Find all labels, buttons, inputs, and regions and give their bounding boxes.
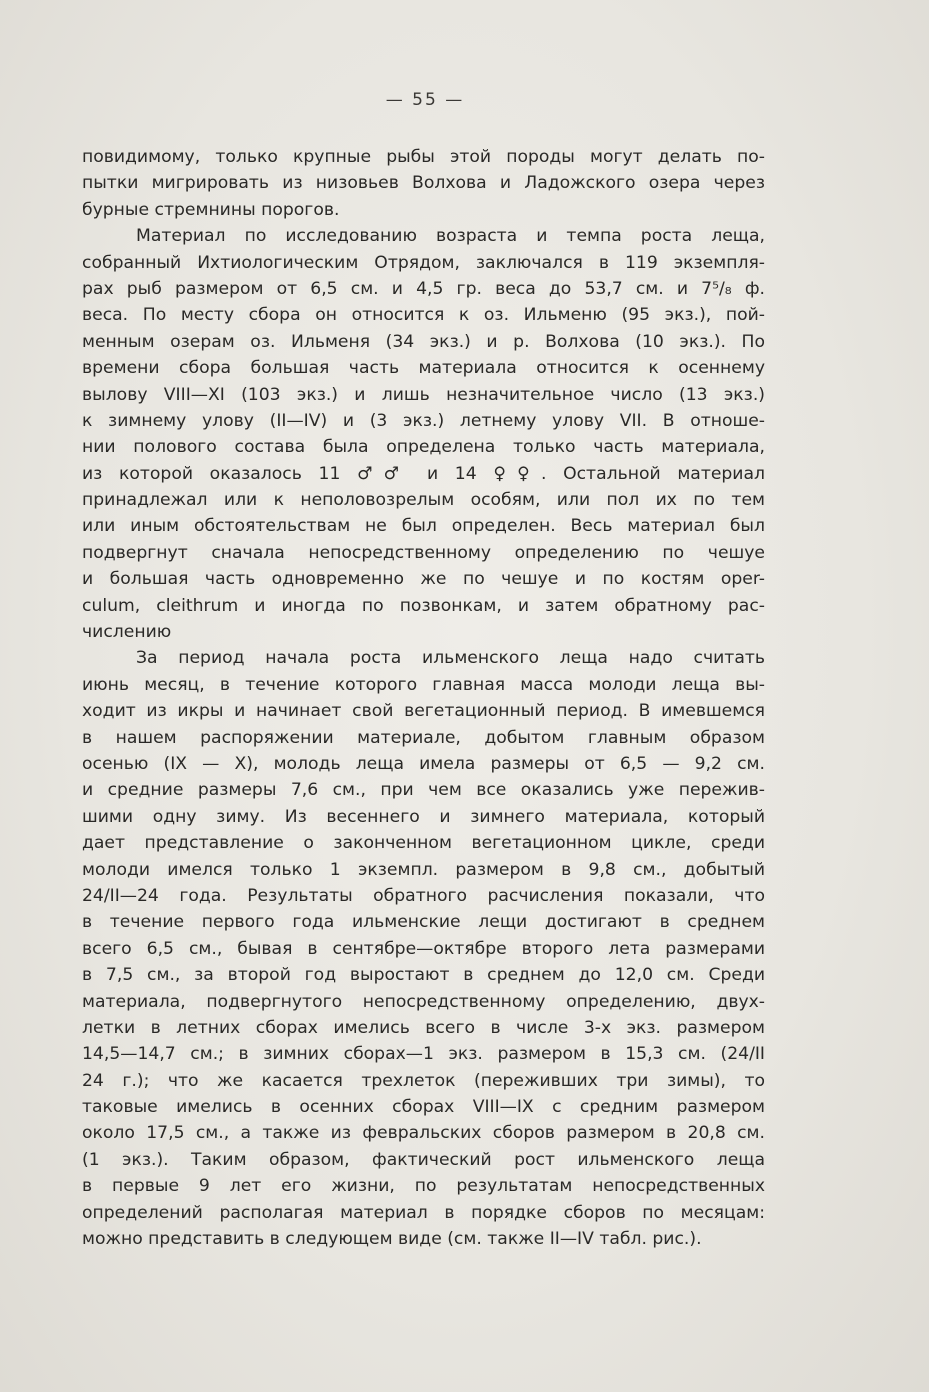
- text-line: рах рыб размером от 6,5 см. и 4,5 гр. веса до 53,7 см. и 7⁵/₈ ф.: [82, 278, 765, 299]
- text-line: шими одну зиму. Из весеннего и зимнего материала, который: [82, 806, 765, 827]
- text-line: можно представить в следующем виде (см. также II—IV табл. рис.).: [82, 1229, 702, 1250]
- text-line: вылову VIII—XI (103 экз.) и лишь незначительное число (13 экз.): [82, 384, 765, 405]
- text-line: (1 экз.). Таким образом, фактический рост ильменского леща: [82, 1149, 765, 1170]
- text-line: повидимому, только крупные рыбы этой породы могут делать по-: [82, 147, 765, 167]
- text-line: собранный Ихтиологическим Отрядом, заключался в 119 экземпля-: [82, 252, 765, 273]
- page-number: — 55 —: [385, 90, 465, 110]
- text-line: culum, cleithrum и иногда по позвонкам, и затем обратному рас-: [82, 595, 765, 616]
- text-line: За период начала роста ильменского леща надо считать: [136, 648, 765, 669]
- text-line: дает представление о законченном вегетационном цикле, среди: [82, 833, 765, 854]
- text-line: к зимнему улову (II—IV) и (3 экз.) летнему улову VII. В отноше-: [82, 410, 765, 431]
- body-text: [82, 144, 765, 1252]
- text-line: ходит из икры и начинает свой вегетационный период. В имевшемся: [82, 701, 765, 722]
- text-line: материала, подвергнутого непосредственному определению, двух-: [82, 991, 765, 1012]
- text-line: летки в летних сборах имелись всего в числе 3-х экз. размером: [82, 1017, 765, 1038]
- text-line: всего 6,5 см., бывая в сентябре—октябре второго лета размерами: [82, 938, 765, 959]
- text-line: таковые имелись в осенних сборах VIII—IX с средним размером: [82, 1097, 765, 1118]
- text-line: определений располагая материал в порядке сборов по месяцам:: [82, 1202, 765, 1223]
- text-line: нии полового состава была определена только часть материала,: [82, 437, 765, 458]
- text-line: молоди имелся только 1 экземпл. размером в 9,8 см., добытый: [82, 859, 765, 880]
- text-line: веса. По месту сбора он относится к оз. Ильменю (95 экз.), пой-: [82, 305, 765, 326]
- text-line: или иным обстоятельствам не был определен. Весь материал был: [82, 516, 765, 537]
- text-line: Материал по исследованию возраста и темпа роста леща,: [136, 226, 765, 247]
- text-line: из которой оказалось 11 ♂♂ и 14 ♀♀. Остальной материал: [82, 463, 765, 484]
- text-line: в течение первого года ильменские лещи достигают в среднем: [82, 912, 765, 933]
- text-line: времени сбора большая часть материала относится к осеннему: [82, 358, 765, 379]
- text-line: осенью (IX — X), молодь леща имела размеры от 6,5 — 9,2 см.: [82, 753, 765, 774]
- text-line: числению: [82, 622, 172, 643]
- text-line: 14,5—14,7 см.; в зимних сборах—1 экз. размером в 15,3 см. (24/II: [82, 1044, 765, 1065]
- text-line: июнь месяц, в течение которого главная масса молоди леща вы-: [82, 674, 765, 695]
- text-line: в нашем распоряжении материале, добытом главным образом: [82, 727, 765, 748]
- text-line: в 7,5 см., за второй год выростают в среднем до 12,0 см. Среди: [82, 965, 765, 986]
- text-line: 24/II—24 года. Результаты обратного расчисления показали, что: [82, 885, 765, 906]
- text-line: подвергнут сначала непосредственному определению по чешуе: [82, 542, 765, 563]
- text-line: пытки мигрировать из низовьев Волхова и Ладожского озера через: [82, 173, 765, 194]
- text-line: около 17,5 см., а также из февральских сборов размером в 20,8 см.: [82, 1123, 765, 1144]
- text-line: в первые 9 лет его жизни, по результатам непосредственных: [82, 1176, 765, 1197]
- text-line: и большая часть одновременно же по чешуе и по костям oper-: [82, 569, 765, 590]
- text-line: принадлежал или к неполовозрелым особям, или пол их по тем: [82, 490, 765, 511]
- text-line: и средние размеры 7,6 см., при чем все оказались уже пережив-: [82, 780, 765, 801]
- text-line: 24 г.); что же касается трехлеток (переживших три зимы), то: [82, 1070, 765, 1091]
- text-line: менным озерам оз. Ильменя (34 экз.) и р. Волхова (10 экз.). По: [82, 331, 765, 352]
- text-line: бурные стремнины порогов.: [82, 199, 340, 220]
